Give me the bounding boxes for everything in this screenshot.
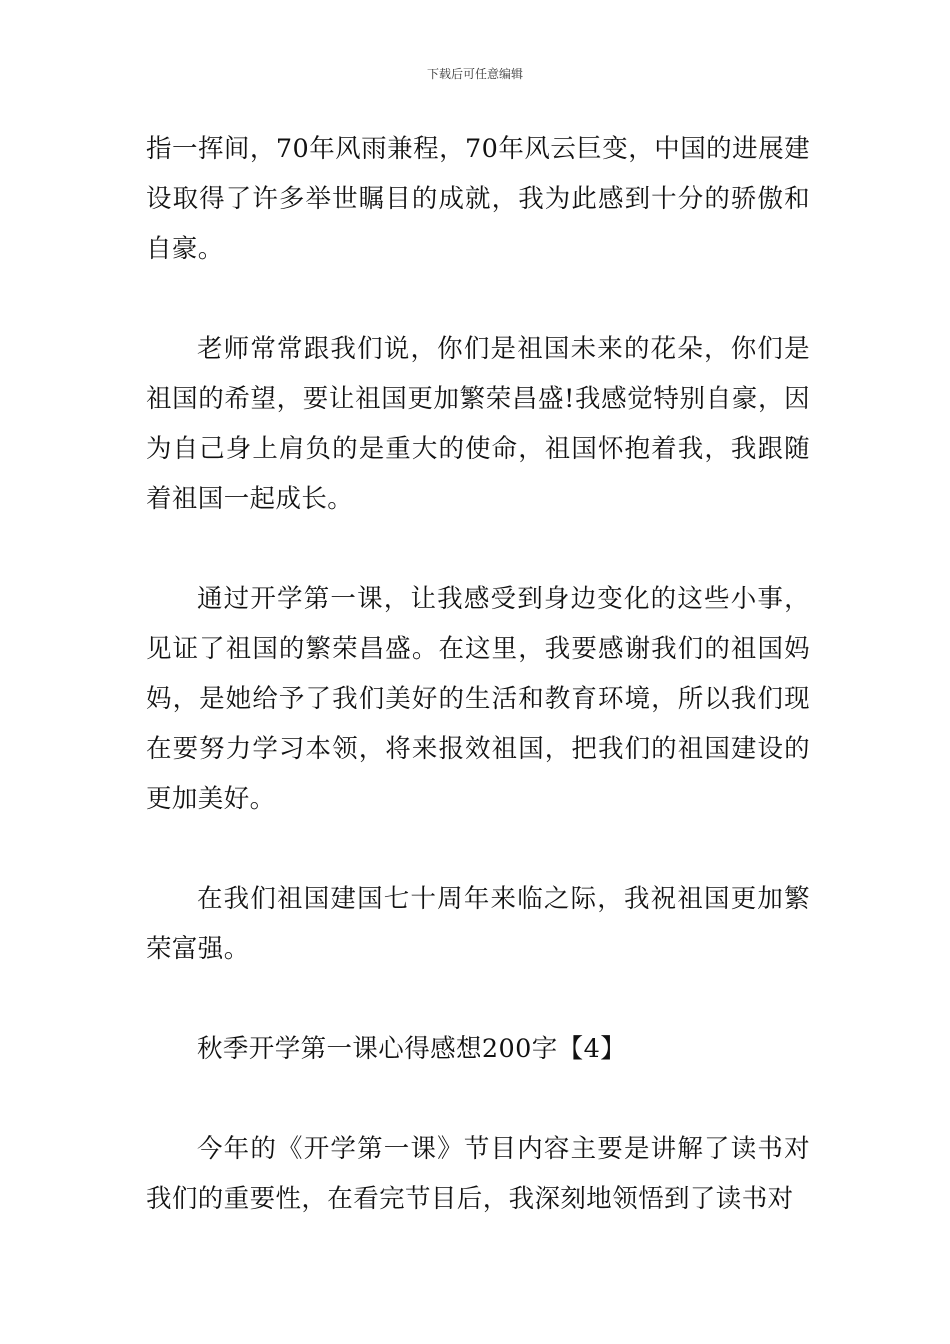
- section-heading: 秋季开学第一课心得感想200字【4】: [197, 1034, 627, 1064]
- paragraph-spacer: [146, 274, 810, 324]
- paragraph-first-lesson: 通过开学第一课，让我感受到身边变化的这些小事，见证了祖国的繁荣昌盛。在这里，我要感谢我们的祖国妈妈，是她给予了我们美好的生活和教育环境，所以我们现在要努力学习本领，将来报效祖国，把我们的祖国建设的更加美好。: [146, 584, 810, 814]
- page-header: 下载后可任意编辑: [426, 67, 523, 81]
- paragraph-continuation: 指一挥间，70年风雨兼程，70年风云巨变，中国的进展建设取得了许多举世瞩目的成就，我为此感到十分的骄傲和自豪。: [146, 134, 810, 264]
- paragraph-reading-importance: 今年的《开学第一课》节目内容主要是讲解了读书对我们的重要性，在看完节目后，我深刻地领悟到了读书对: [146, 1134, 810, 1214]
- paragraph-spacer: [146, 824, 810, 874]
- paragraph-spacer: [146, 524, 810, 574]
- document-body: [146, 124, 810, 1224]
- paragraph-spacer: [146, 974, 810, 1024]
- paragraph-teacher-says: 老师常常跟我们说，你们是祖国未来的花朵，你们是祖国的希望，要让祖国更加繁荣昌盛!我感觉特别自豪，因为自己身上肩负的是重大的使命，祖国怀抱着我，我跟随着祖国一起成长。: [146, 334, 810, 514]
- paragraph-anniversary-wish: 在我们祖国建国七十周年来临之际，我祝祖国更加繁荣富强。: [146, 884, 810, 964]
- paragraph-spacer: [146, 1074, 810, 1124]
